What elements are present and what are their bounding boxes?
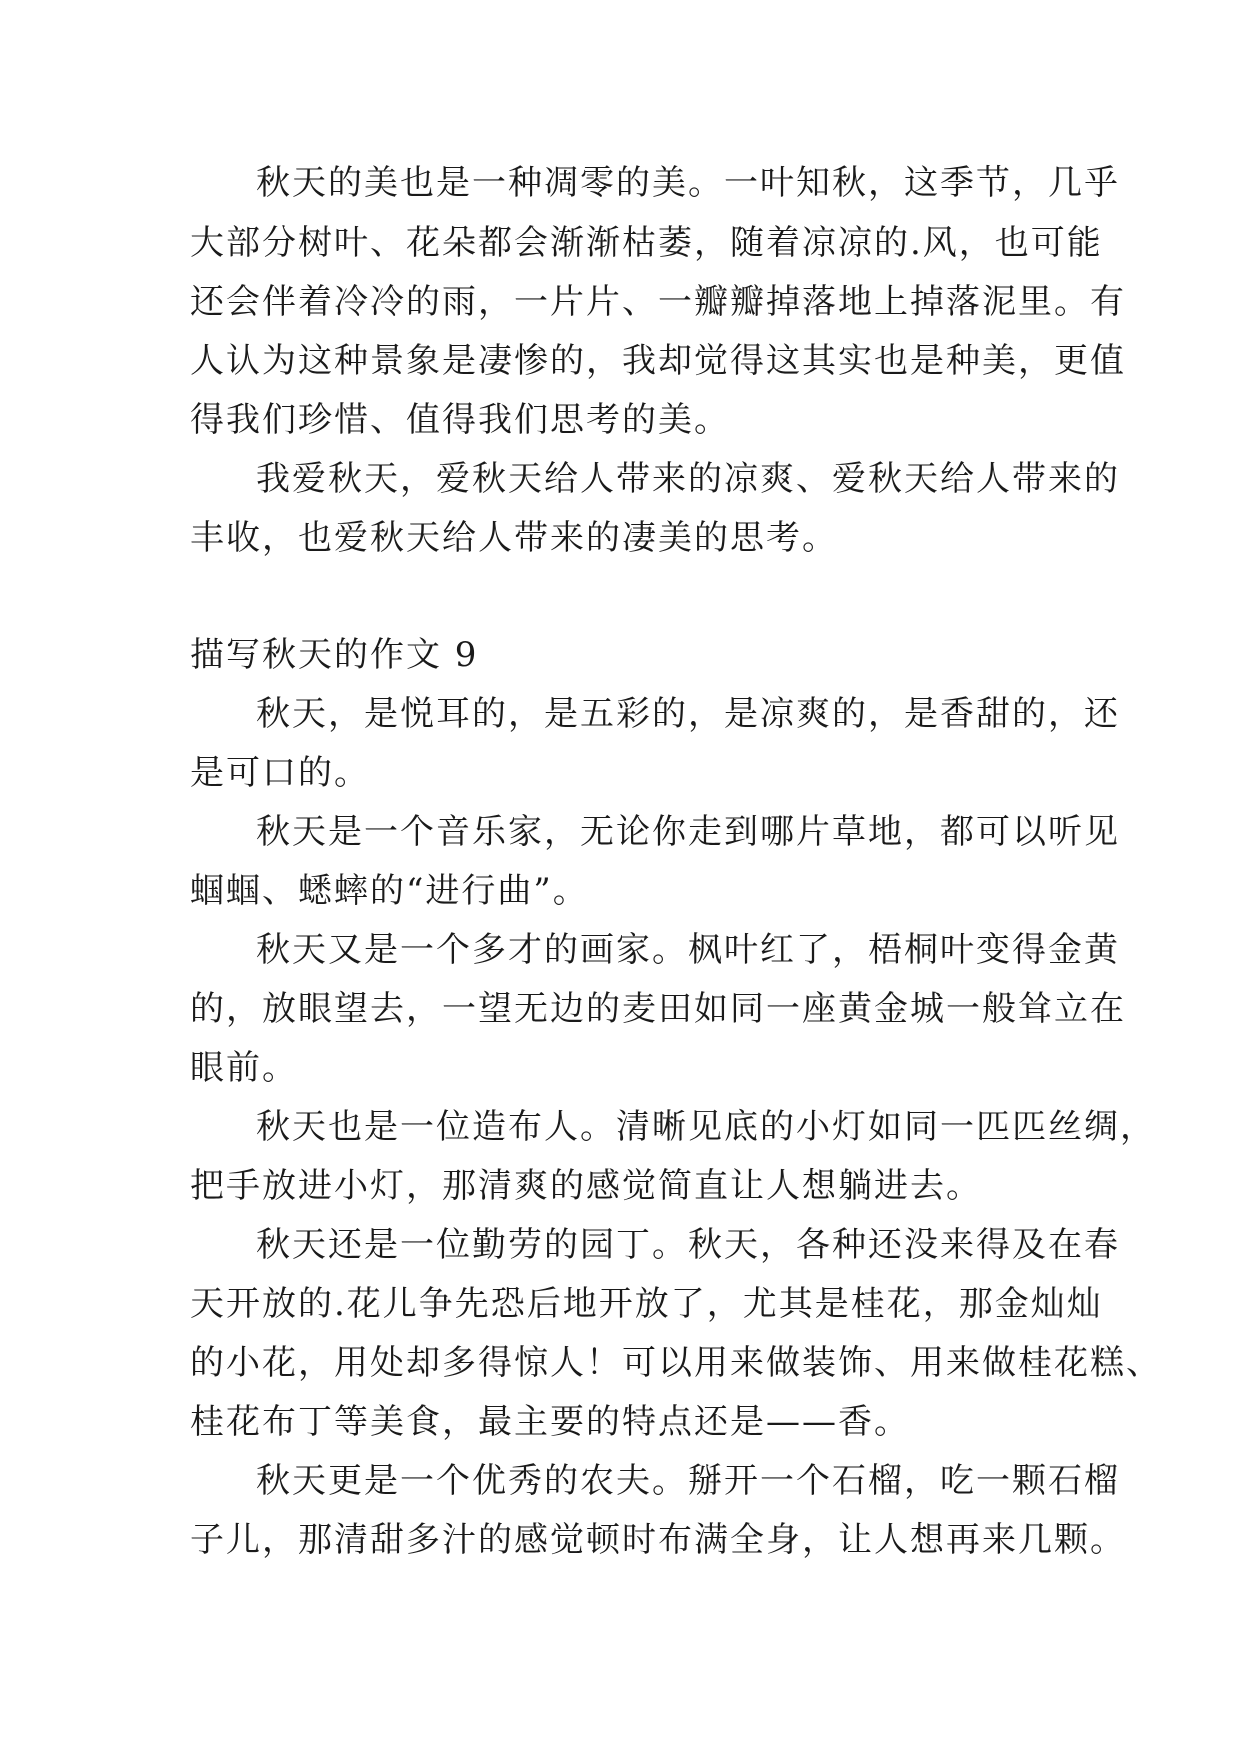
paragraph-line: 桂花布丁等美食，最主要的特点还是——香。	[190, 1402, 910, 1442]
paragraph-line: 秋天也是一位造布人。清晰见底的小灯如同一匹匹丝绸，	[256, 1107, 1156, 1147]
paragraph-line: 秋天更是一个优秀的农夫。掰开一个石榴，吃一颗石榴	[256, 1461, 1120, 1501]
paragraph-line: 秋天又是一个多才的画家。枫叶红了，梧桐叶变得金黄	[256, 930, 1120, 970]
paragraph-line: 子儿，那清甜多汁的感觉顿时布满全身，让人想再来几颗。	[190, 1520, 1126, 1560]
paragraph-line: 是可口的。	[190, 753, 370, 793]
paragraph-line: 的，放眼望去，一望无边的麦田如同一座黄金城一般耸立在	[190, 989, 1126, 1029]
paragraph-line: 秋天，是悦耳的，是五彩的，是凉爽的，是香甜的，还	[256, 694, 1120, 734]
paragraph-line: 秋天是一个音乐家，无论你走到哪片草地，都可以听见	[256, 812, 1120, 852]
paragraph-line: 还会伴着冷冷的雨，一片片、一瓣瓣掉落地上掉落泥里。有	[190, 282, 1126, 322]
paragraph-line: 秋天的美也是一种凋零的美。一叶知秋，这季节，几乎	[256, 163, 1120, 203]
paragraph-line: 把手放进小灯，那清爽的感觉简直让人想躺进去。	[190, 1166, 982, 1206]
paragraph-line: 丰收，也爱秋天给人带来的凄美的思考。	[190, 518, 838, 558]
section-heading: 描写秋天的作文 9	[190, 635, 479, 675]
paragraph-line: 秋天还是一位勤劳的园丁。秋天，各种还没来得及在春	[256, 1225, 1120, 1265]
paragraph-line: 人认为这种景象是凄惨的，我却觉得这其实也是种美，更值	[190, 341, 1126, 381]
paragraph-line: 我爱秋天，爱秋天给人带来的凉爽、爱秋天给人带来的	[256, 459, 1120, 499]
paragraph-line: 眼前。	[190, 1048, 298, 1088]
paragraph-line: 蝈蝈、蟋蟀的“进行曲”。	[190, 871, 589, 911]
paragraph-line: 大部分树叶、花朵都会渐渐枯萎，随着凉凉的.风，也可能	[190, 223, 1103, 263]
paragraph-line: 得我们珍惜、值得我们思考的美。	[190, 400, 730, 440]
paragraph-line: 天开放的.花儿争先恐后地开放了，尤其是桂花，那金灿灿	[190, 1284, 1103, 1324]
paragraph-line: 的小花，用处却多得惊人！可以用来做装饰、用来做桂花糕、	[190, 1343, 1162, 1383]
